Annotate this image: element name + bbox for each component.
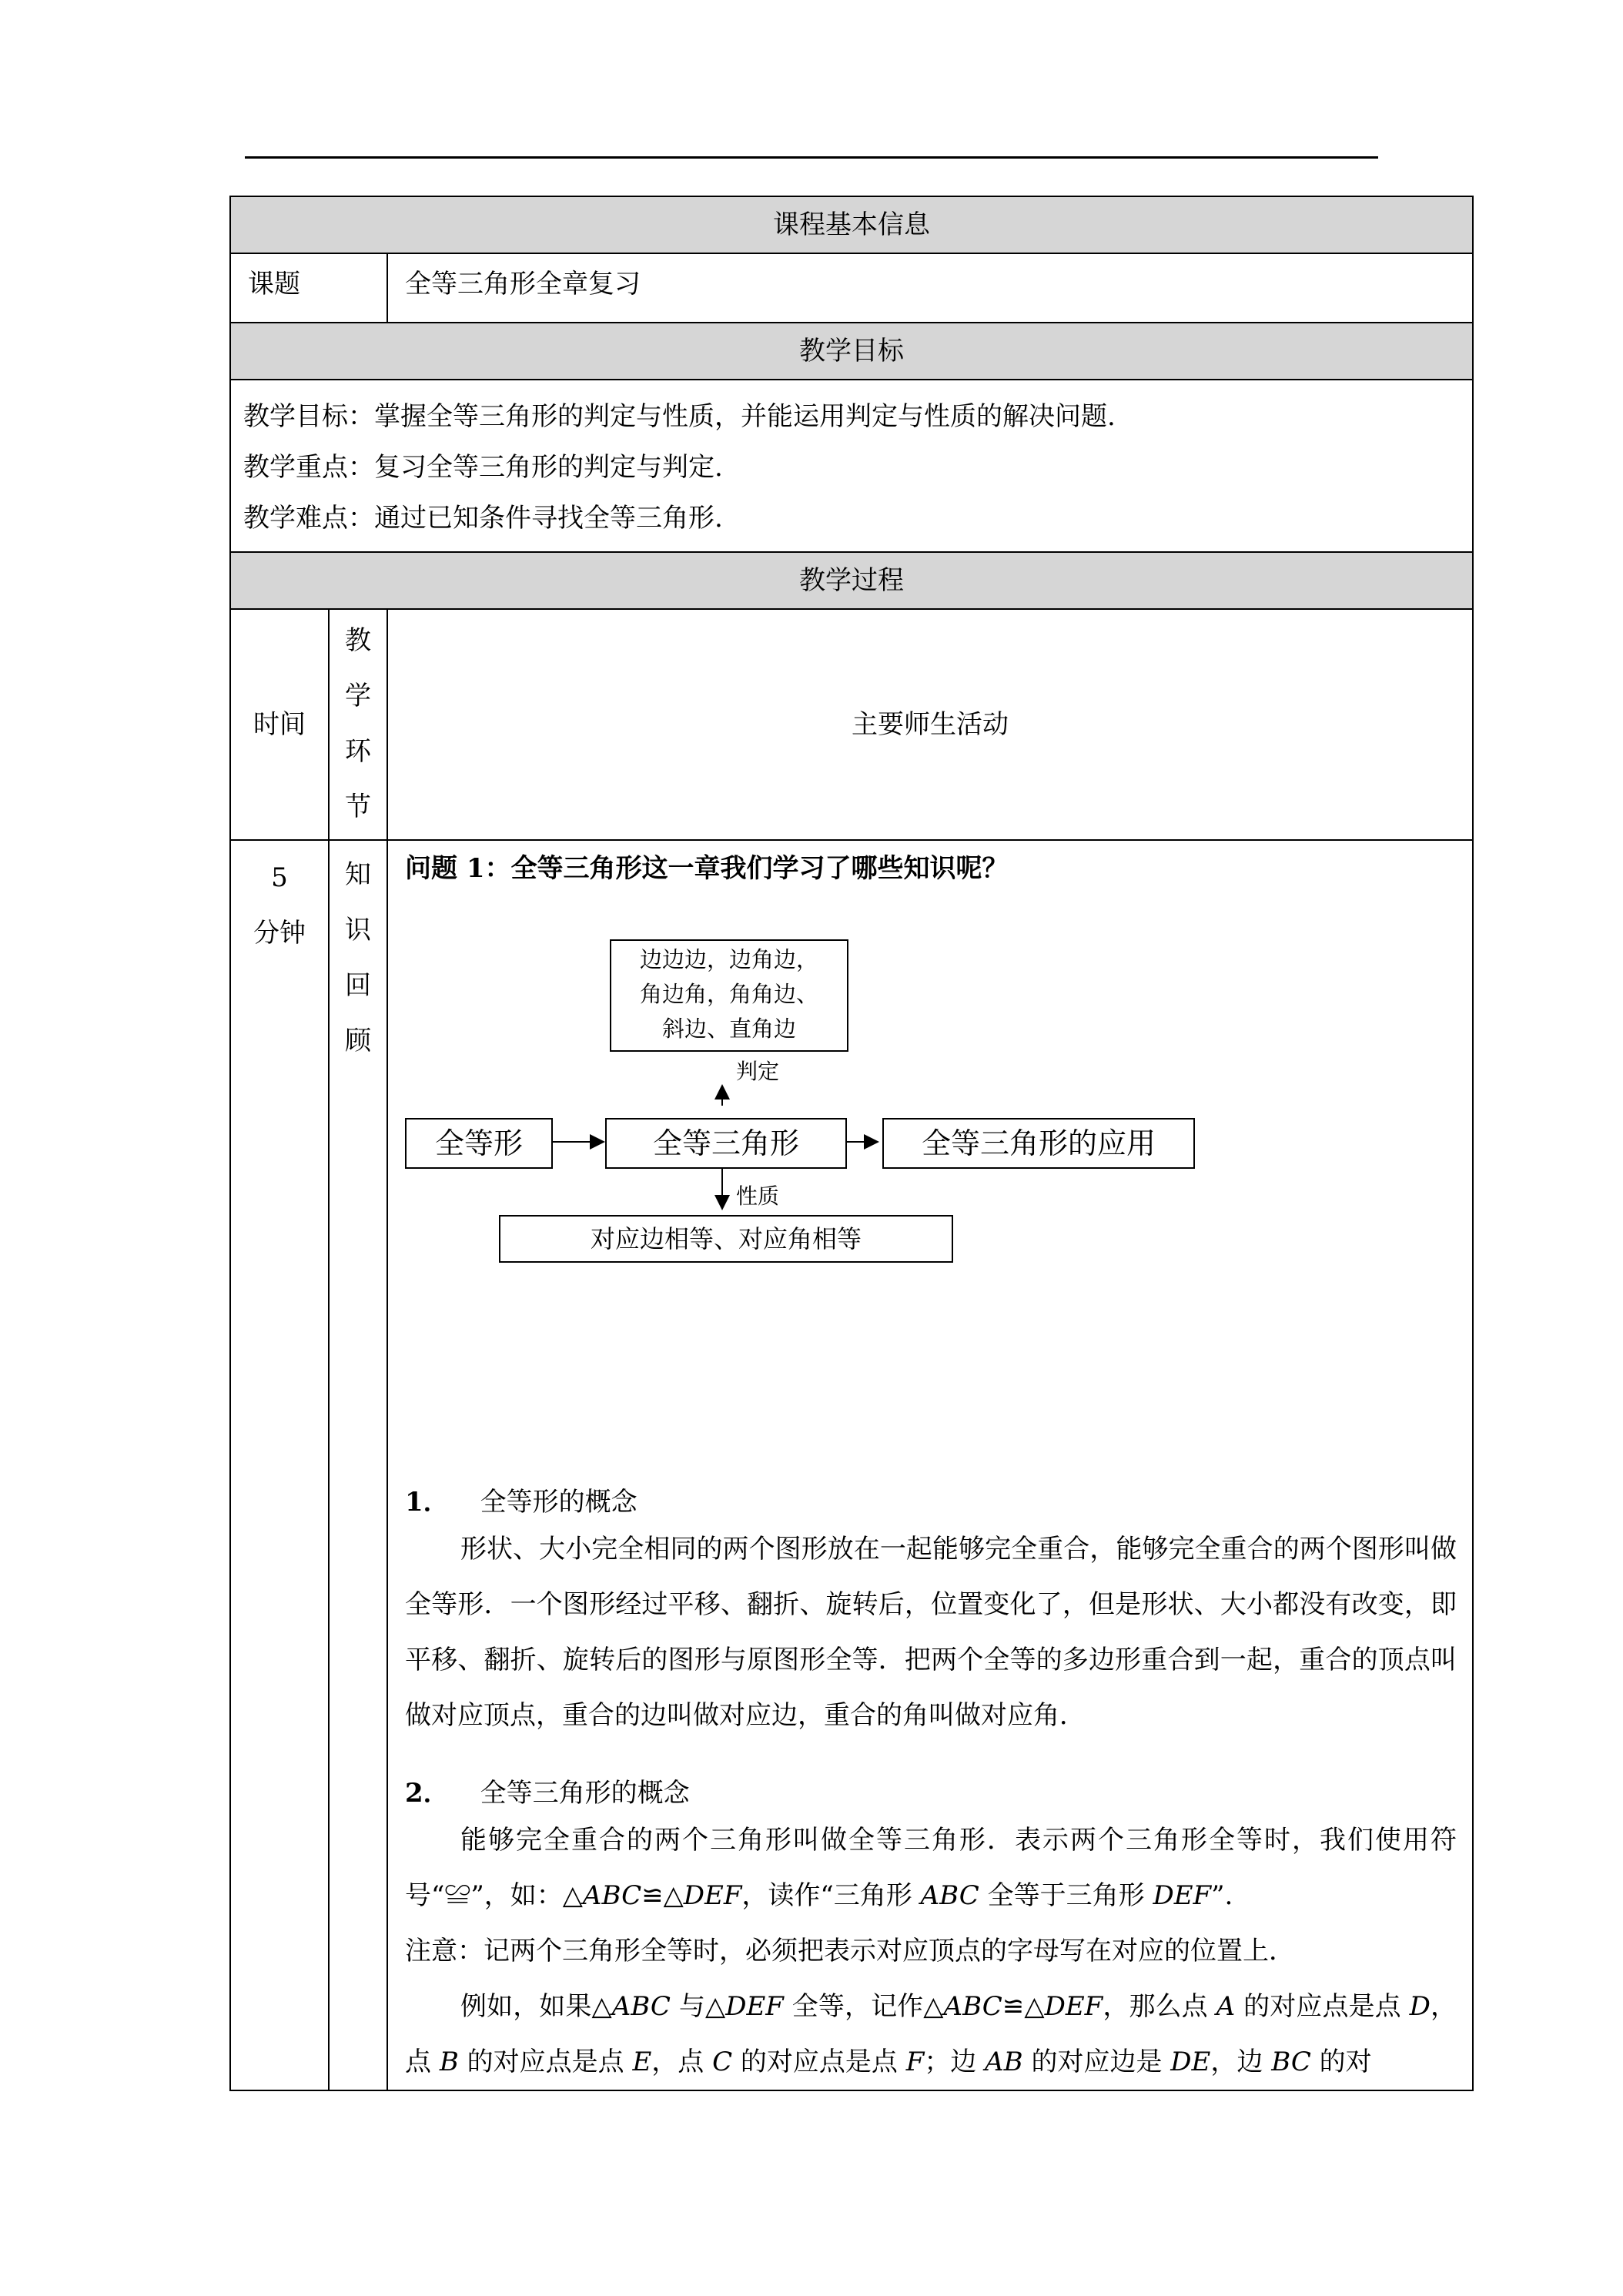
application-box: 全等三角形的应用 [882, 1118, 1195, 1169]
row1-time: 5 分钟 [230, 840, 329, 2090]
process-title: 教学过程 [799, 565, 905, 596]
row1-content [387, 840, 1473, 2090]
goal-objective: 教学目标：掌握全等三角形的判定与性质，并能运用判定与性质的解决问题. [243, 401, 1116, 432]
goal-difficulty: 教学难点：通过已知条件寻找全等三角形. [243, 503, 723, 534]
stage-header-chars: 教 学 环 节 [345, 625, 371, 822]
congruent-figures-box: 全等形 [405, 1118, 553, 1169]
judge-label: 判定 [736, 1059, 780, 1084]
col-stage-header [329, 609, 387, 840]
section-1-text: 形状、大小完全相同的两个图形放在一起能够完全重合，能够完全重合的两个图形叫做全等形．一个图形经过平移、翻折、旋转后，位置变化了，但是形状、大小都没有改变，即平移、翻折、旋转后的图形与原图形全等．把两个全等的多边形重合到一起，重合的顶点叫做对应顶点，重合的边叫做对应边，重合的角叫做对应角． [405, 1534, 1457, 1731]
course-info-header [230, 196, 1473, 253]
goals-title: 教学目标 [799, 336, 905, 366]
knowledge-diagram [405, 885, 1457, 1483]
row1-stage [329, 840, 387, 2090]
section-1-heading: 1． 全等形的概念 [405, 1487, 637, 1518]
property-label: 性质 [736, 1183, 780, 1209]
topic-label: 课题 [230, 253, 387, 323]
process-header [230, 552, 1473, 609]
goal-key-point: 教学重点：复习全等三角形的判定与判定. [243, 452, 723, 483]
lesson-plan-table [229, 196, 1474, 2091]
col-activity-header: 主要师生活动 [387, 609, 1473, 840]
section-2-heading: 2． 全等三角形的概念 [405, 1778, 690, 1809]
question-1: 问题 1：全等三角形这一章我们学习了哪些知识呢？ [405, 853, 1009, 884]
congruent-triangles-box: 全等三角形 [605, 1118, 847, 1169]
section-2-text: 能够完全重合的两个三角形叫做全等三角形．表示两个三角形全等时，我们使用符号“≌”，如：△ABC≌△DEF，读作“三角形 ABC 全等于三角形 DEF”. [405, 1825, 1457, 1911]
row1-stage-chars: 知 识 回 顾 [345, 859, 371, 1056]
example-text: 例如，如果△ABC 与△DEF 全等，记作△ABC≌△DEF，那么点 A 的对应点是点 D，点 B 的对应点是点 E，点 C 的对应点是点 F；边 AB 的对应边是 DE，边 BC 的对 [405, 1991, 1457, 2077]
goals-header [230, 323, 1473, 380]
course-info-title: 课程基本信息 [773, 209, 931, 240]
note-text: 注意：记两个三角形全等时，必须把表示对应顶点的字母写在对应的位置上． [405, 1936, 1295, 1966]
properties-box: 对应边相等、对应角相等 [499, 1215, 953, 1263]
goals-body [230, 380, 1473, 552]
col-time-header: 时间 [230, 609, 329, 840]
criteria-box: 边边边，边角边， 角边角，角角边、 斜边、直角边 [610, 939, 848, 1052]
header-rule [245, 156, 1378, 159]
topic-value: 全等三角形全章复习 [387, 253, 1473, 323]
